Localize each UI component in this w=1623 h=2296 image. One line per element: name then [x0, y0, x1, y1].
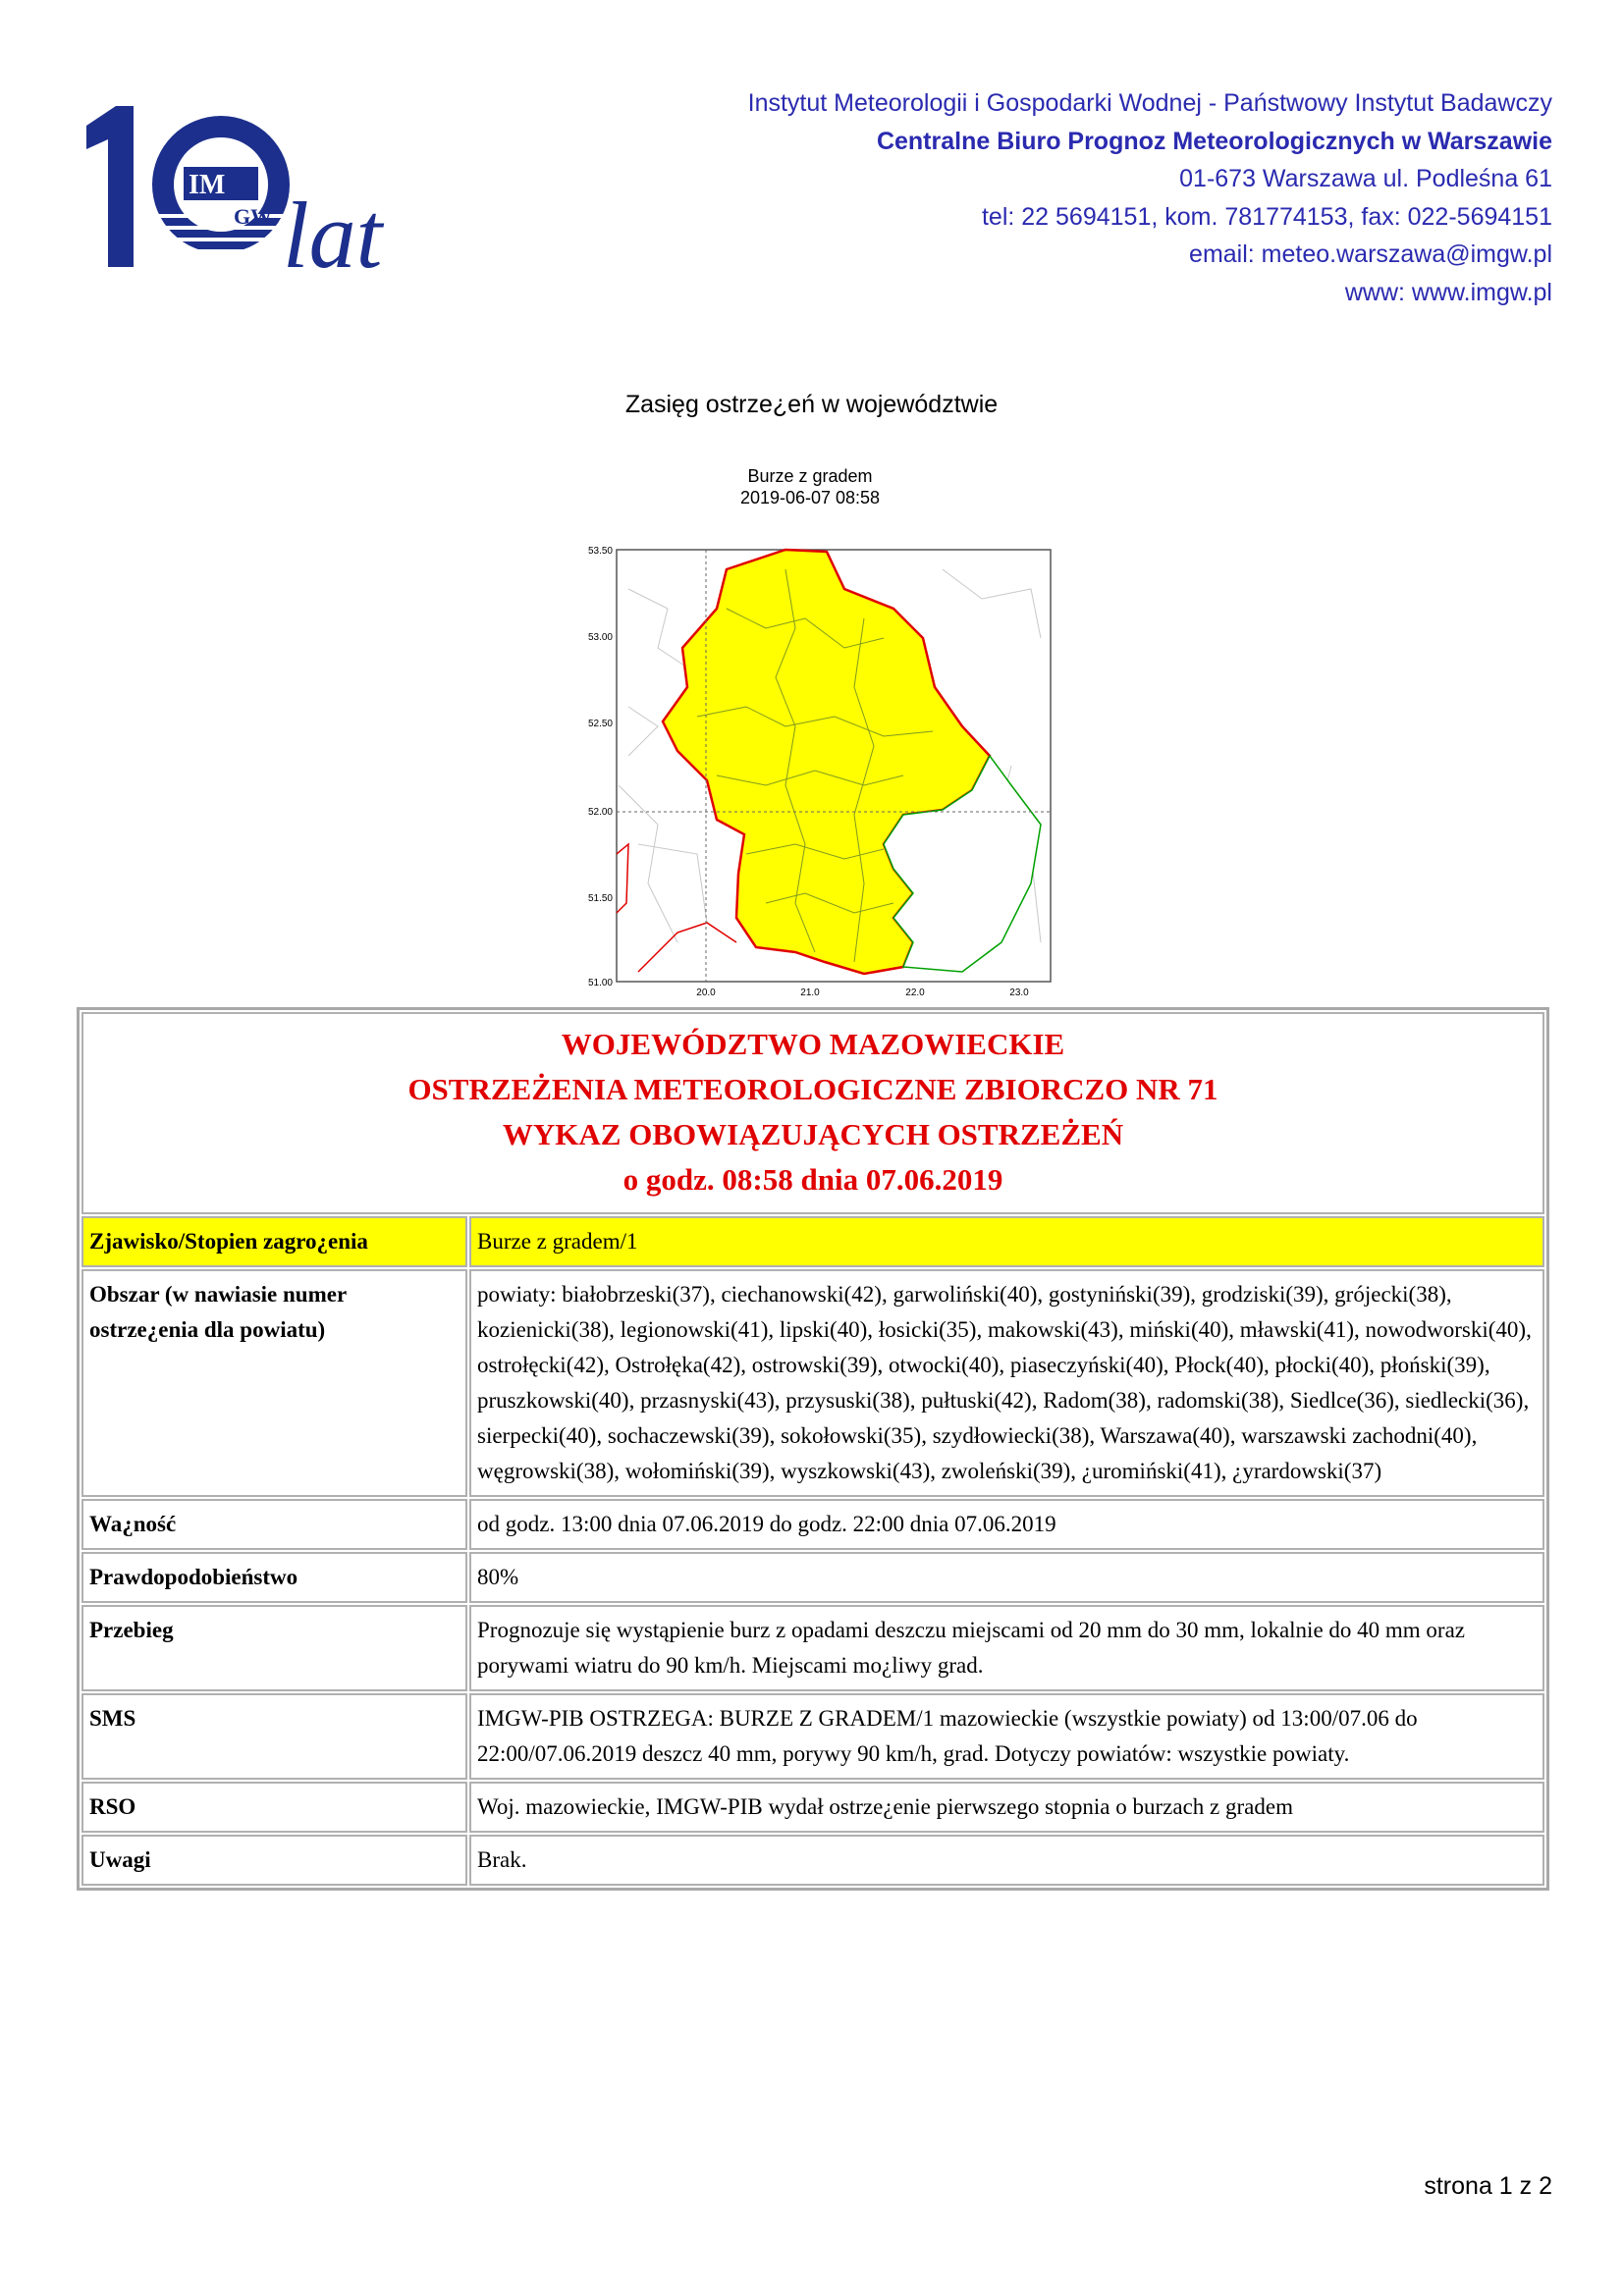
lat-tick: 52.50 [587, 719, 613, 729]
map-title: Burze z gradem [747, 466, 873, 486]
row-value: IMGW-PIB OSTRZEGA: BURZE Z GRADEM/1 mazowieckie (wszystkie powiaty) od 13:00/07.06 do 22:00/07.06.2019 deszcz 40 mm, porywy 90 km/h, grad. Dotyczy powiatów: wszystkie powiaty. [469, 1693, 1544, 1780]
warning-map [569, 530, 1060, 1001]
row-value: od godz. 13:00 dnia 07.06.2019 do godz. 22:00 dnia 07.06.2019 [469, 1499, 1544, 1550]
row-label: Zjawisko/Stopien zagro¿enia [81, 1216, 467, 1267]
lat-tick: 51.50 [587, 893, 613, 904]
row-label: Uwagi [81, 1835, 467, 1886]
table-row [81, 1269, 1544, 1497]
table-row [81, 1216, 1544, 1267]
lon-tick: 23.0 [1009, 988, 1029, 998]
issue-time: o godz. 08:58 dnia 07.06.2019 [622, 1162, 1003, 1197]
logo-graphic [86, 98, 499, 285]
table-row [81, 1782, 1544, 1833]
email-line: email: meteo.warszawa@imgw.pl [1189, 240, 1552, 268]
lon-tick: 21.0 [800, 988, 820, 998]
website-line: www: www.imgw.pl [1344, 278, 1552, 306]
row-label: Prawdopodobieństwo [81, 1552, 467, 1603]
warning-title-box [81, 1012, 1544, 1214]
table-row [81, 1499, 1544, 1550]
map-section-heading: Zasięg ostrze¿eń w województwie [624, 391, 999, 418]
row-label: RSO [81, 1782, 467, 1833]
phone-line: tel: 22 5694151, kom. 781774153, fax: 022-5694151 [981, 202, 1552, 231]
table-row [81, 1835, 1544, 1886]
row-value: 80% [469, 1552, 1544, 1603]
table-row [81, 1552, 1544, 1603]
lat-tick: 52.00 [587, 807, 613, 818]
bulletin-title: OSTRZEŻENIA METEOROLOGICZNE ZBIORCZO NR 71 [407, 1072, 1218, 1106]
svg-text:lat: lat [283, 183, 383, 285]
row-value: powiaty: białobrzeski(37), ciechanowski(42), garwoliński(40), gostyniński(39), grodziski(39), grójecki(38), kozienicki(38), legionowski(41), lipski(40), łosicki(35), makowski(43), miński(40), mławski(41), nowodworski(40), ostrołęcki(42), Ostrołęka(42), ostrowski(39), otwocki(40), piaseczyński(40), Płock(40), płocki(40), płoński(39), pruszkowski(40), przasnyski(43), przysuski(38), pułtuski(42), Radom(38), radomski(38), Siedlce(36), siedlecki(36), sierpecki(40), sochaczewski(39), sokołowski(35), szydłowiecki(38), Warszawa(40), warszawski zachodni(40), węgrowski(38), wołomiński(39), wyszkowski(43), zwoleński(39), ¿uromiński(41), ¿yrardowski(37) [469, 1269, 1544, 1497]
row-label: SMS [81, 1693, 467, 1780]
warning-map-svg [569, 530, 1060, 1001]
imgw-100-lat-logo [86, 98, 499, 285]
page-number: strona 1 z 2 [1424, 2172, 1552, 2200]
row-value: Woj. mazowieckie, IMGW-PIB wydał ostrze¿enie pierwszego stopnia o burzach z gradem [469, 1782, 1544, 1833]
svg-text:IM: IM [189, 170, 226, 200]
lon-tick: 20.0 [696, 988, 716, 998]
table-row [81, 1693, 1544, 1780]
svg-text:GW: GW [234, 204, 273, 229]
row-label: Przebieg [81, 1605, 467, 1691]
warning-table [77, 1007, 1549, 1891]
row-label: Obszar (w nawiasie numer ostrze¿enia dla powiatu) [81, 1269, 467, 1497]
lat-tick: 53.50 [587, 546, 613, 557]
map-title-block [560, 465, 1060, 508]
table-row [81, 1605, 1544, 1691]
row-value: Brak. [469, 1835, 1544, 1886]
region-title: WOJEWÓDZTWO MAZOWIECKIE [561, 1027, 1065, 1061]
row-value: Burze z gradem/1 [469, 1216, 1544, 1267]
list-title: WYKAZ OBOWIĄZUJĄCYCH OSTRZEŻEŃ [502, 1117, 1124, 1151]
institute-name: Instytut Meteorologii i Gospodarki Wodnej - Państwowy Instytut Badawczy [747, 89, 1552, 117]
lon-tick: 22.0 [905, 988, 925, 998]
lat-tick: 51.00 [587, 978, 613, 988]
institute-header [748, 84, 1552, 311]
bureau-name: Centralne Biuro Prognoz Meteorologicznych w Warszawie [876, 127, 1552, 155]
row-value: Prognozuje się wystąpienie burz z opadami deszczu miejscami od 20 mm do 30 mm, lokalnie do 40 mm oraz porywami wiatru do 90 km/h. Miejscami mo¿liwy grad. [469, 1605, 1544, 1691]
lat-tick: 53.00 [587, 632, 613, 643]
row-label: Wa¿ność [81, 1499, 467, 1550]
address: 01-673 Warszawa ul. Podleśna 61 [1179, 165, 1552, 192]
map-datetime: 2019-06-07 08:58 [739, 488, 881, 507]
